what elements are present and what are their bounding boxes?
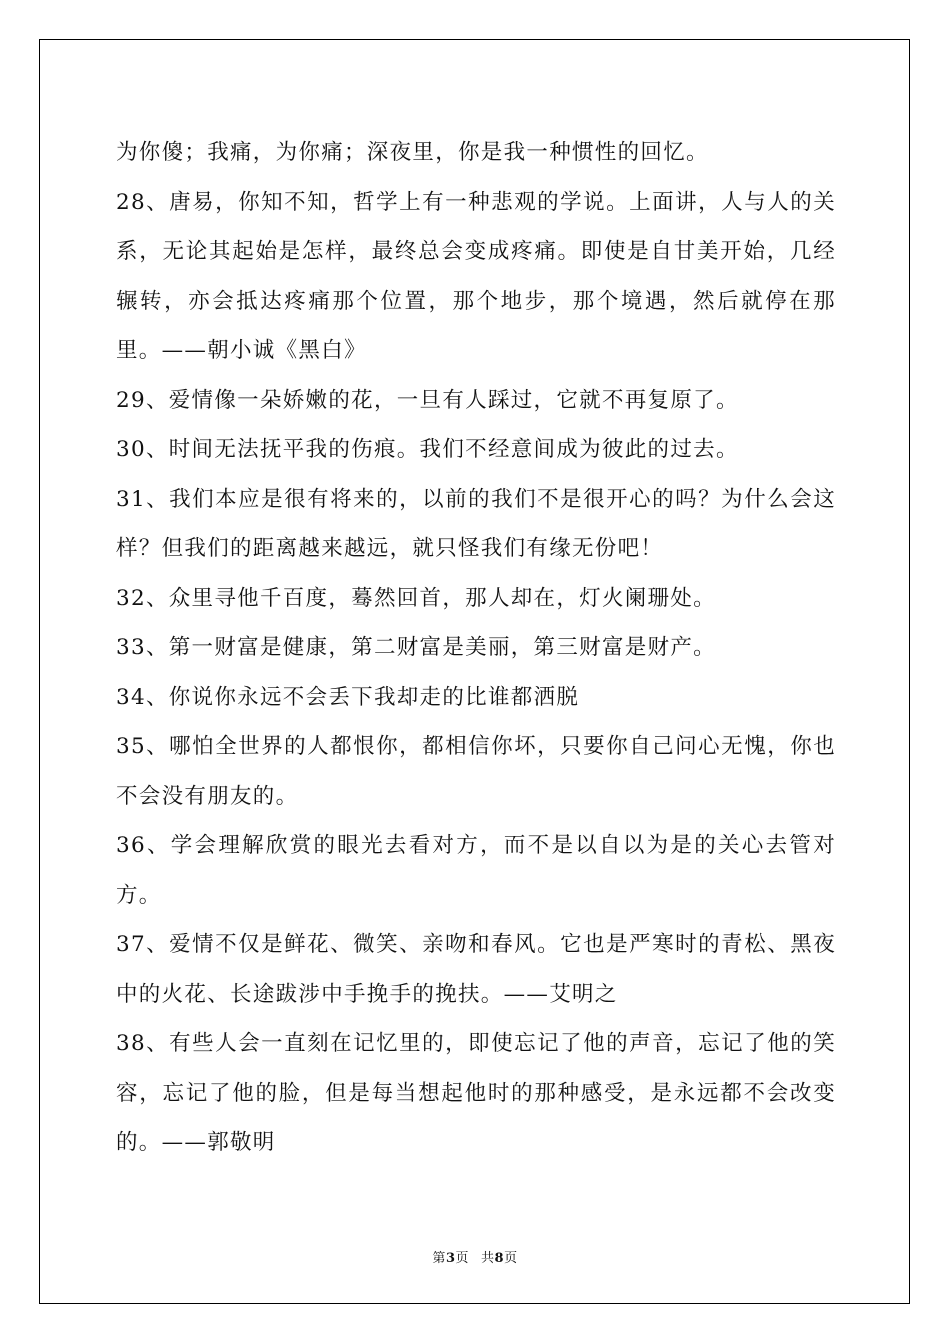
paragraph: 38、有些人会一直刻在记忆里的，即使忘记了他的声音，忘记了他的笑容，忘记了他的脸，但是每当想起他时的那种感受，是永远都不会改变的。——郭敬明: [116, 1031, 836, 1155]
page-suffix: 页: [455, 1251, 469, 1266]
paragraph: 31、我们本应是很有将来的，以前的我们不是很开心的吗？为什么会这样？但我们的距离越来越远，就只怪我们有缘无份吧！: [116, 486, 836, 561]
paragraph: 为你傻；我痛，为你痛；深夜里，你是我一种惯性的回忆。: [116, 140, 709, 165]
paragraph: 33、第一财富是健康，第二财富是美丽，第三财富是财产。: [116, 635, 716, 660]
total-prefix: 共: [481, 1251, 495, 1266]
paragraph: 28、唐易，你知不知，哲学上有一种悲观的学说。上面讲，人与人的关系，无论其起始是怎样，最终总会变成疼痛。即使是自甘美开始，几经辗转，亦会抵达疼痛那个位置，那个地步，那个境遇，然后就停在那里。——朝小诚《黑白》: [116, 189, 836, 363]
paragraph: 30、时间无法抚平我的伤痕。我们不经意间成为彼此的过去。: [116, 437, 739, 462]
page-number: 3: [445, 1251, 456, 1266]
page-footer: [0, 1247, 950, 1266]
body-text: [116, 128, 836, 1168]
total-pages: 8: [494, 1251, 505, 1266]
paragraph: 37、爱情不仅是鲜花、微笑、亲吻和春风。它也是严寒时的青松、黑夜中的火花、长途跋涉中手挽手的挽扶。——艾明之: [116, 932, 836, 1007]
paragraph: 36、学会理解欣赏的眼光去看对方，而不是以自以为是的关心去管对方。: [116, 833, 836, 908]
paragraph: 34、你说你永远不会丢下我却走的比谁都洒脱: [116, 684, 580, 710]
paragraph: 32、众里寻他千百度，蓦然回首，那人却在，灯火阑珊处。: [116, 585, 716, 611]
page-prefix: 第: [432, 1251, 446, 1266]
paragraph: 35、哪怕全世界的人都恨你，都相信你坏，只要你自己问心无愧，你也不会没有朋友的。: [116, 734, 836, 809]
total-suffix: 页: [504, 1251, 518, 1266]
paragraph: 29、爱情像一朵娇嫩的花，一旦有人踩过，它就不再复原了。: [116, 387, 739, 413]
